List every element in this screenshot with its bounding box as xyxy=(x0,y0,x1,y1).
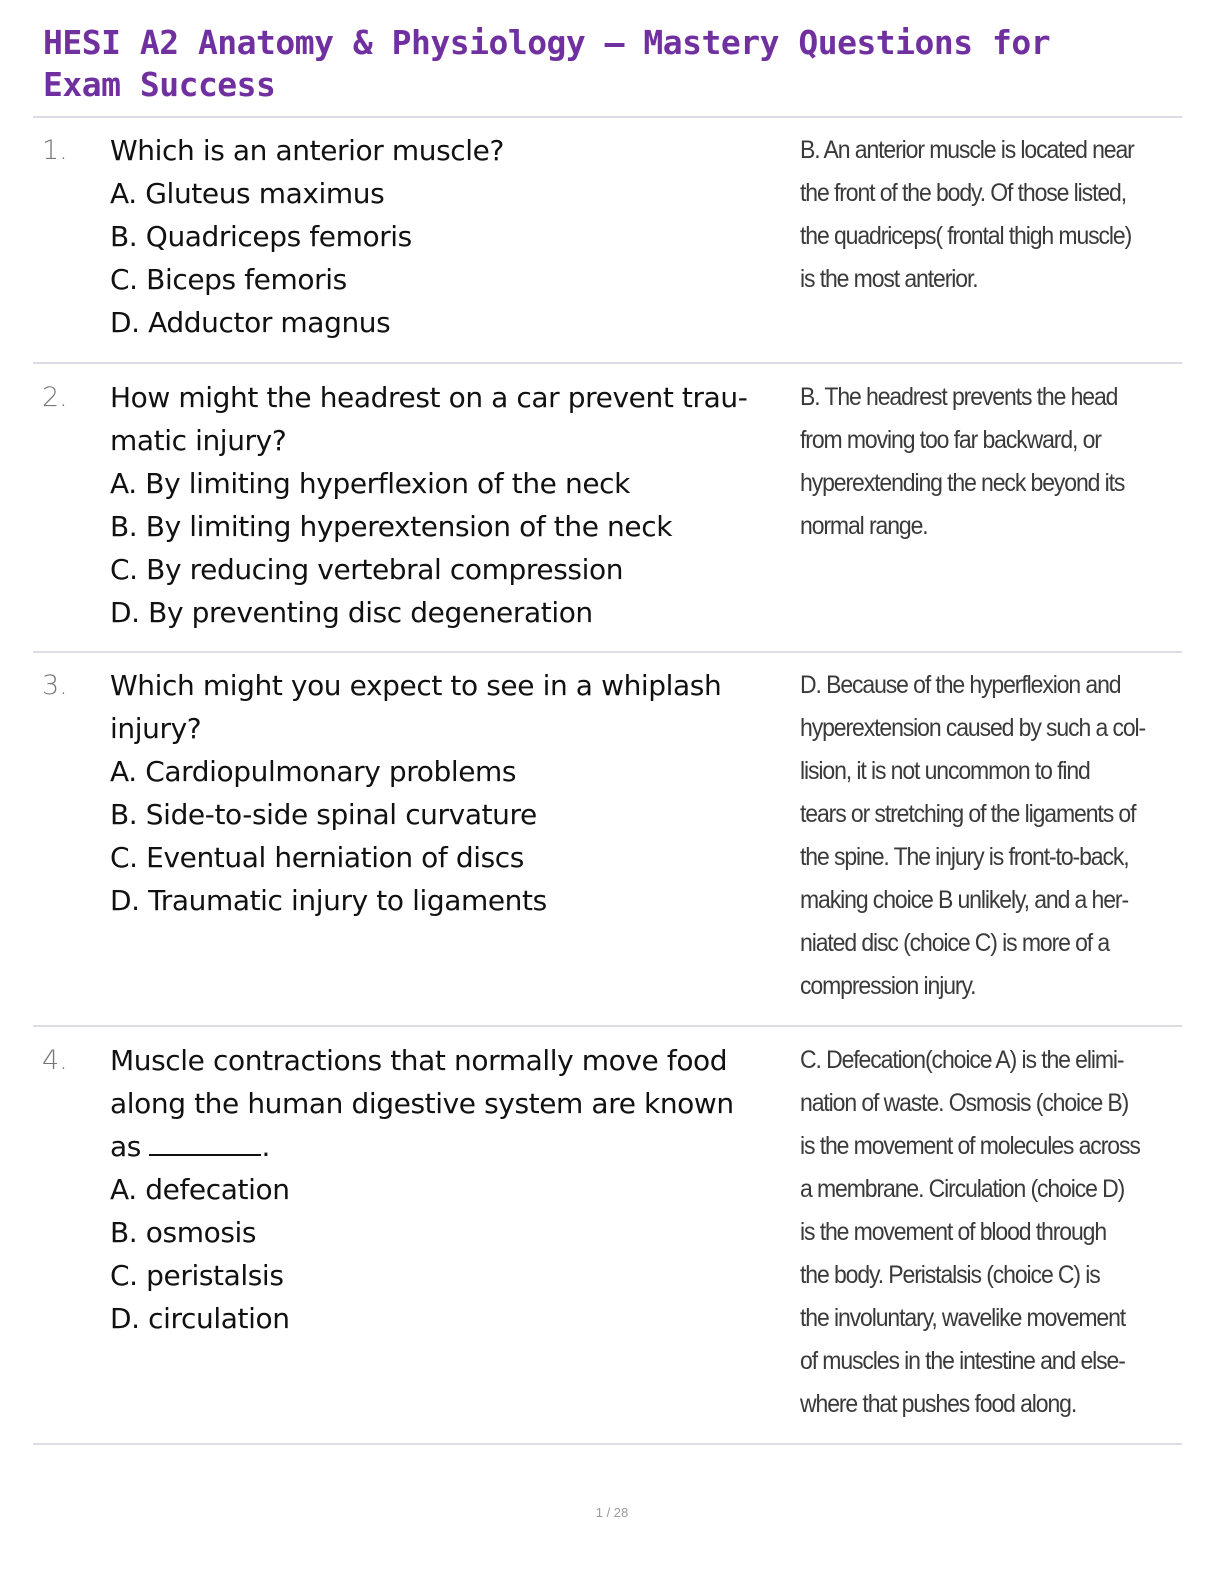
explanation-line: hyperextending the neck beyond its xyxy=(800,469,1125,497)
title-line-2: Exam Success xyxy=(43,65,276,104)
explanation-line: C. Defecation(choice A) is the elimi- xyxy=(800,1046,1124,1074)
divider xyxy=(33,1025,1182,1027)
question-stem xyxy=(110,376,790,634)
explanation-line: compression injury. xyxy=(800,972,976,1000)
option-d: D. Traumatic injury to ligaments xyxy=(110,884,547,917)
stem-line: Muscle contractions that normally move food xyxy=(110,1044,728,1077)
divider xyxy=(33,362,1182,364)
option-b: B. By limiting hyperextension of the neck xyxy=(110,510,673,543)
divider xyxy=(33,1443,1182,1445)
explanation-line: B. An anterior muscle is located near xyxy=(800,136,1134,164)
explanation-line: the body. Peristalsis (choice C) is xyxy=(800,1261,1100,1289)
explanation-line: is the most anterior. xyxy=(800,265,978,293)
question-stem xyxy=(110,1039,790,1340)
explanation-line: lision, it is not uncommon to find xyxy=(800,757,1090,785)
question-number: 4. xyxy=(42,1045,68,1076)
option-c: C. Eventual herniation of discs xyxy=(110,841,524,874)
option-d: D. By preventing disc degeneration xyxy=(110,596,593,629)
explanation-line: normal range. xyxy=(800,512,928,540)
option-a: A. Gluteus maximus xyxy=(110,177,385,210)
explanation-line: a membrane. Circulation (choice D) xyxy=(800,1175,1125,1203)
stem-line: Which might you expect to see in a whiplash xyxy=(110,669,722,702)
explanation-line: B. The headrest prevents the head xyxy=(800,383,1118,411)
page-indicator: 1 / 28 xyxy=(595,1505,629,1520)
divider xyxy=(33,651,1182,653)
option-a: A. defecation xyxy=(110,1173,290,1206)
answer-explanation xyxy=(800,129,1150,301)
explanation-line: is the movement of blood through xyxy=(800,1218,1107,1246)
answer-explanation xyxy=(800,1039,1150,1426)
document-title xyxy=(43,22,1183,106)
stem-line: along the human digestive system are known xyxy=(110,1087,734,1120)
option-c: C. By reducing vertebral compression xyxy=(110,553,624,586)
stem-line: Which is an anterior muscle? xyxy=(110,134,504,167)
option-a: A. By limiting hyperflexion of the neck xyxy=(110,467,630,500)
explanation-line: D. Because of the hyperflexion and xyxy=(800,671,1121,699)
explanation-line: from moving too far backward, or xyxy=(800,426,1101,454)
explanation-line: the spine. The injury is front-to-back, xyxy=(800,843,1129,871)
explanation-line: hyperextension caused by such a col- xyxy=(800,714,1146,742)
answer-explanation xyxy=(800,664,1150,1008)
question-stem xyxy=(110,664,790,922)
explanation-line: of muscles in the intestine and else- xyxy=(800,1347,1125,1375)
explanation-line: tears or stretching of the ligaments of xyxy=(800,800,1136,828)
explanation-line: nation of waste. Osmosis (choice B) xyxy=(800,1089,1129,1117)
divider xyxy=(33,116,1182,118)
option-a: A. Cardiopulmonary problems xyxy=(110,755,517,788)
question-number: 3. xyxy=(42,670,68,701)
option-b: B. osmosis xyxy=(110,1216,257,1249)
explanation-line: the quadriceps( frontal thigh muscle) xyxy=(800,222,1132,250)
explanation-line: is the movement of molecules across xyxy=(800,1132,1140,1160)
option-c: C. peristalsis xyxy=(110,1259,284,1292)
stem-line-blank xyxy=(110,1125,790,1168)
option-d: D. circulation xyxy=(110,1302,290,1335)
stem-blank-prefix: as xyxy=(110,1130,141,1163)
question-number: 2. xyxy=(42,382,68,413)
answer-explanation xyxy=(800,376,1150,548)
explanation-line: making choice B unlikely, and a her- xyxy=(800,886,1129,914)
question-stem xyxy=(110,129,790,344)
option-c: C. Biceps femoris xyxy=(110,263,347,296)
title-line-1: HESI A2 Anatomy & Physiology – Mastery Questions for xyxy=(43,23,1051,62)
explanation-line: the involuntary, wavelike movement xyxy=(800,1304,1126,1332)
option-d: D. Adductor magnus xyxy=(110,306,391,339)
explanation-line: the front of the body. Of those listed, xyxy=(800,179,1127,207)
question-number: 1. xyxy=(42,135,68,166)
explanation-line: where that pushes food along. xyxy=(800,1390,1077,1418)
stem-line: matic injury? xyxy=(110,424,287,457)
stem-blank-suffix: . xyxy=(261,1130,270,1163)
stem-line: injury? xyxy=(110,712,202,745)
option-b: B. Quadriceps femoris xyxy=(110,220,412,253)
fill-in-blank xyxy=(149,1132,261,1156)
option-b: B. Side-to-side spinal curvature xyxy=(110,798,537,831)
stem-line: How might the headrest on a car prevent trau- xyxy=(110,381,748,414)
explanation-line: niated disc (choice C) is more of a xyxy=(800,929,1110,957)
